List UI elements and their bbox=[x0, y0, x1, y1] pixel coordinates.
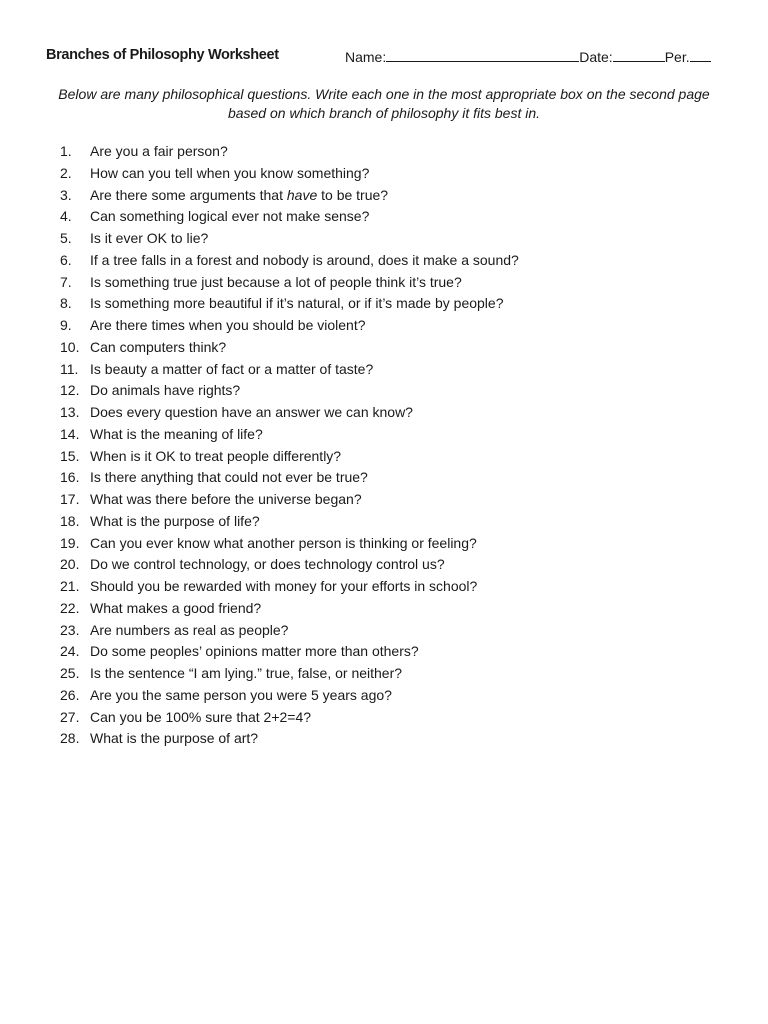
question-item bbox=[60, 207, 519, 229]
question-number: 22. bbox=[60, 599, 80, 616]
question-item bbox=[60, 142, 519, 164]
name-label: Name: bbox=[345, 49, 387, 65]
question-item bbox=[60, 251, 519, 273]
question-text: When is it OK to treat people differently? bbox=[90, 447, 342, 464]
question-text: Is beauty a matter of fact or a matter of taste? bbox=[90, 360, 374, 377]
question-number: 28. bbox=[60, 730, 80, 747]
worksheet-title: Branches of Philosophy Worksheet bbox=[46, 47, 279, 63]
question-number: 24. bbox=[60, 643, 80, 660]
question-item bbox=[60, 534, 519, 556]
question-item bbox=[60, 468, 519, 490]
question-number: 16. bbox=[60, 469, 80, 486]
worksheet-header bbox=[46, 47, 726, 67]
question-text: Can something logical ever not make sense? bbox=[90, 208, 370, 225]
question-text: Does every question have an answer we can know? bbox=[90, 404, 413, 420]
period-label: Per. bbox=[664, 49, 690, 65]
question-item bbox=[60, 447, 519, 469]
question-text: Is the sentence “I am lying.” true, false, or neither? bbox=[90, 665, 403, 681]
question-number: 19. bbox=[60, 534, 80, 551]
instructions-line-2: based on which branch of philosophy it fits best in. bbox=[227, 104, 541, 121]
question-number: 23. bbox=[60, 621, 80, 638]
question-number: 18. bbox=[60, 512, 80, 529]
question-text-part: to be true? bbox=[317, 186, 389, 203]
question-item bbox=[60, 360, 519, 382]
question-text: Can computers think? bbox=[90, 338, 227, 355]
question-number: 17. bbox=[60, 491, 80, 507]
name-blank[interactable] bbox=[386, 47, 579, 62]
question-number: 20. bbox=[60, 556, 80, 573]
question-text: What is the purpose of art? bbox=[90, 730, 259, 747]
question-number: 25. bbox=[60, 665, 80, 681]
question-number: 12. bbox=[60, 382, 80, 399]
question-number: 14. bbox=[60, 425, 80, 442]
question-item bbox=[60, 708, 519, 730]
question-item bbox=[60, 621, 519, 643]
question-number: 7. bbox=[60, 273, 72, 290]
question-item bbox=[60, 164, 519, 186]
question-item bbox=[60, 273, 519, 295]
question-item bbox=[60, 686, 519, 708]
question-item bbox=[60, 577, 519, 599]
question-number: 3. bbox=[60, 186, 72, 203]
question-text bbox=[90, 186, 388, 205]
question-number: 11. bbox=[60, 360, 79, 377]
question-item bbox=[60, 403, 519, 425]
question-text: Do we control technology, or does technology control us? bbox=[90, 556, 445, 573]
question-text: Is it ever OK to lie? bbox=[90, 230, 209, 246]
question-text-part: Are there some arguments that bbox=[90, 186, 287, 203]
question-item bbox=[60, 599, 519, 621]
question-text: Do animals have rights? bbox=[90, 382, 241, 399]
question-number: 10. bbox=[60, 338, 80, 355]
period-blank[interactable] bbox=[690, 47, 711, 62]
question-text: What was there before the universe began? bbox=[90, 491, 362, 507]
question-text: Is something more beautiful if it’s natural, or if it’s made by people? bbox=[90, 295, 504, 312]
question-item bbox=[60, 229, 519, 251]
question-number: 13. bbox=[60, 404, 80, 420]
question-number: 27. bbox=[60, 708, 80, 725]
question-item bbox=[60, 425, 519, 447]
question-item bbox=[60, 642, 519, 664]
question-number: 1. bbox=[60, 143, 72, 159]
question-item bbox=[60, 555, 519, 577]
question-text: Are you a fair person? bbox=[90, 143, 228, 159]
question-number: 2. bbox=[60, 164, 72, 181]
question-item bbox=[60, 729, 519, 751]
question-emphasis: have bbox=[286, 186, 318, 203]
question-text: Can you be 100% sure that 2+2=4? bbox=[90, 708, 312, 725]
student-info-fields bbox=[345, 47, 711, 65]
question-text: If a tree falls in a forest and nobody is around, does it make a sound? bbox=[90, 251, 519, 268]
question-item bbox=[60, 512, 519, 534]
question-text: Can you ever know what another person is thinking or feeling? bbox=[90, 534, 477, 551]
question-item bbox=[60, 338, 519, 360]
instructions-line-1: Below are many philosophical questions. Write each one in the most appropriate box on the second page bbox=[58, 86, 710, 102]
question-number: 9. bbox=[60, 317, 72, 333]
question-number: 4. bbox=[60, 208, 72, 225]
question-item bbox=[60, 186, 519, 208]
question-text: Is there anything that could not ever be true? bbox=[90, 469, 368, 486]
question-text: Do some peoples’ opinions matter more than others? bbox=[90, 643, 419, 660]
question-number: 8. bbox=[60, 295, 72, 312]
question-text: Are there times when you should be violent? bbox=[90, 317, 366, 333]
question-list bbox=[60, 142, 519, 751]
question-item bbox=[60, 664, 519, 686]
question-text: What is the purpose of life? bbox=[90, 512, 260, 529]
question-text: What is the meaning of life? bbox=[90, 425, 263, 442]
question-text: Are you the same person you were 5 years ago? bbox=[90, 686, 392, 703]
question-number: 5. bbox=[60, 230, 72, 246]
date-label: Date: bbox=[579, 49, 613, 65]
question-text: Should you be rewarded with money for your efforts in school? bbox=[90, 578, 478, 594]
question-text: Are numbers as real as people? bbox=[90, 621, 289, 638]
question-number: 6. bbox=[60, 251, 72, 268]
question-item bbox=[60, 381, 519, 403]
question-number: 21. bbox=[60, 578, 80, 594]
question-item bbox=[60, 294, 519, 316]
instructions bbox=[40, 85, 728, 122]
question-item bbox=[60, 490, 519, 512]
question-text: What makes a good friend? bbox=[90, 599, 262, 616]
date-blank[interactable] bbox=[613, 47, 665, 62]
question-item bbox=[60, 316, 519, 338]
question-number: 26. bbox=[60, 686, 80, 703]
question-text: How can you tell when you know something? bbox=[90, 164, 370, 181]
question-number: 15. bbox=[60, 447, 80, 464]
question-text: Is something true just because a lot of people think it’s true? bbox=[90, 273, 462, 290]
